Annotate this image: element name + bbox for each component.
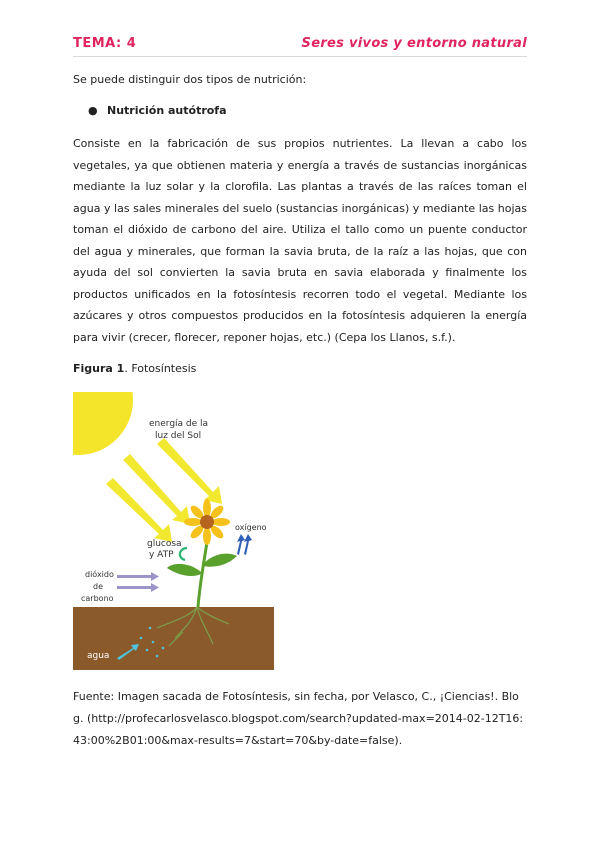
glucose-label-2: y ATP [149,550,174,560]
bullet-item [88,104,227,117]
bullet-icon: ● [88,104,98,117]
header-title: Seres vivos y entorno natural [301,36,527,51]
figure-source: Fuente: Imagen sacada de Fotosíntesis, sin fecha, por Velasco, C., ¡Ciencias!. Blog. (http://profecarlosvelasco.blogspot.com/search?updated-max=2014-02-12T16:43:00%2B01:00&max-results=7&start=70&by-date=false). [73,690,524,747]
glucose-label-1: glucosa [147,539,182,549]
header-topic: TEMA: 4 [73,36,137,51]
bullet-label: Nutrición autótrofa [107,104,227,117]
body-paragraph: Consiste en la fabricación de sus propios nutrientes. La llevan a cabo los vegetales, ya que obtienen materia y energía a través de sustancias inorgánicas mediante la luz solar y la clorofila. Las plantas a través de las raíces toman el agua y las sales minerales del suelo (sustancias inorgánicas) y mediante las hojas toman el dióxido de carbono del aire. Utiliza el tallo como un puente conductor del agua y minerales, que forman la savia bruta, de la raíz a las hojas, que con ayuda del sol convierten la savia bruta en savia elaborada y finalmente los productos unificados en la fotosíntesis recorren todo el vegetal. Mediante los azúcares y otros compuestos producidos en la fotosíntesis adquieren la energía para vivir (crecer, florecer, reponer hojas, etc.) (Cepa los Llanos, s.f.). [73,137,527,344]
figure-caption-label: Figura 1 [73,362,125,375]
photosynthesis-illustration [73,392,274,670]
page-header [73,36,527,57]
figure-caption-text: . Fotosíntesis [124,362,197,375]
co2-label-1: dióxido [85,570,114,579]
water-label: agua [87,651,110,661]
energy-label-1: energía de la [149,419,209,429]
oxygen-label: oxígeno [235,523,267,532]
intro-text: Se puede distinguir dos tipos de nutrición: [73,73,307,86]
co2-label-2: de [93,582,103,591]
figure-caption [73,362,196,375]
energy-label-2: luz del Sol [155,431,202,441]
co2-label-3: carbono [81,594,114,603]
